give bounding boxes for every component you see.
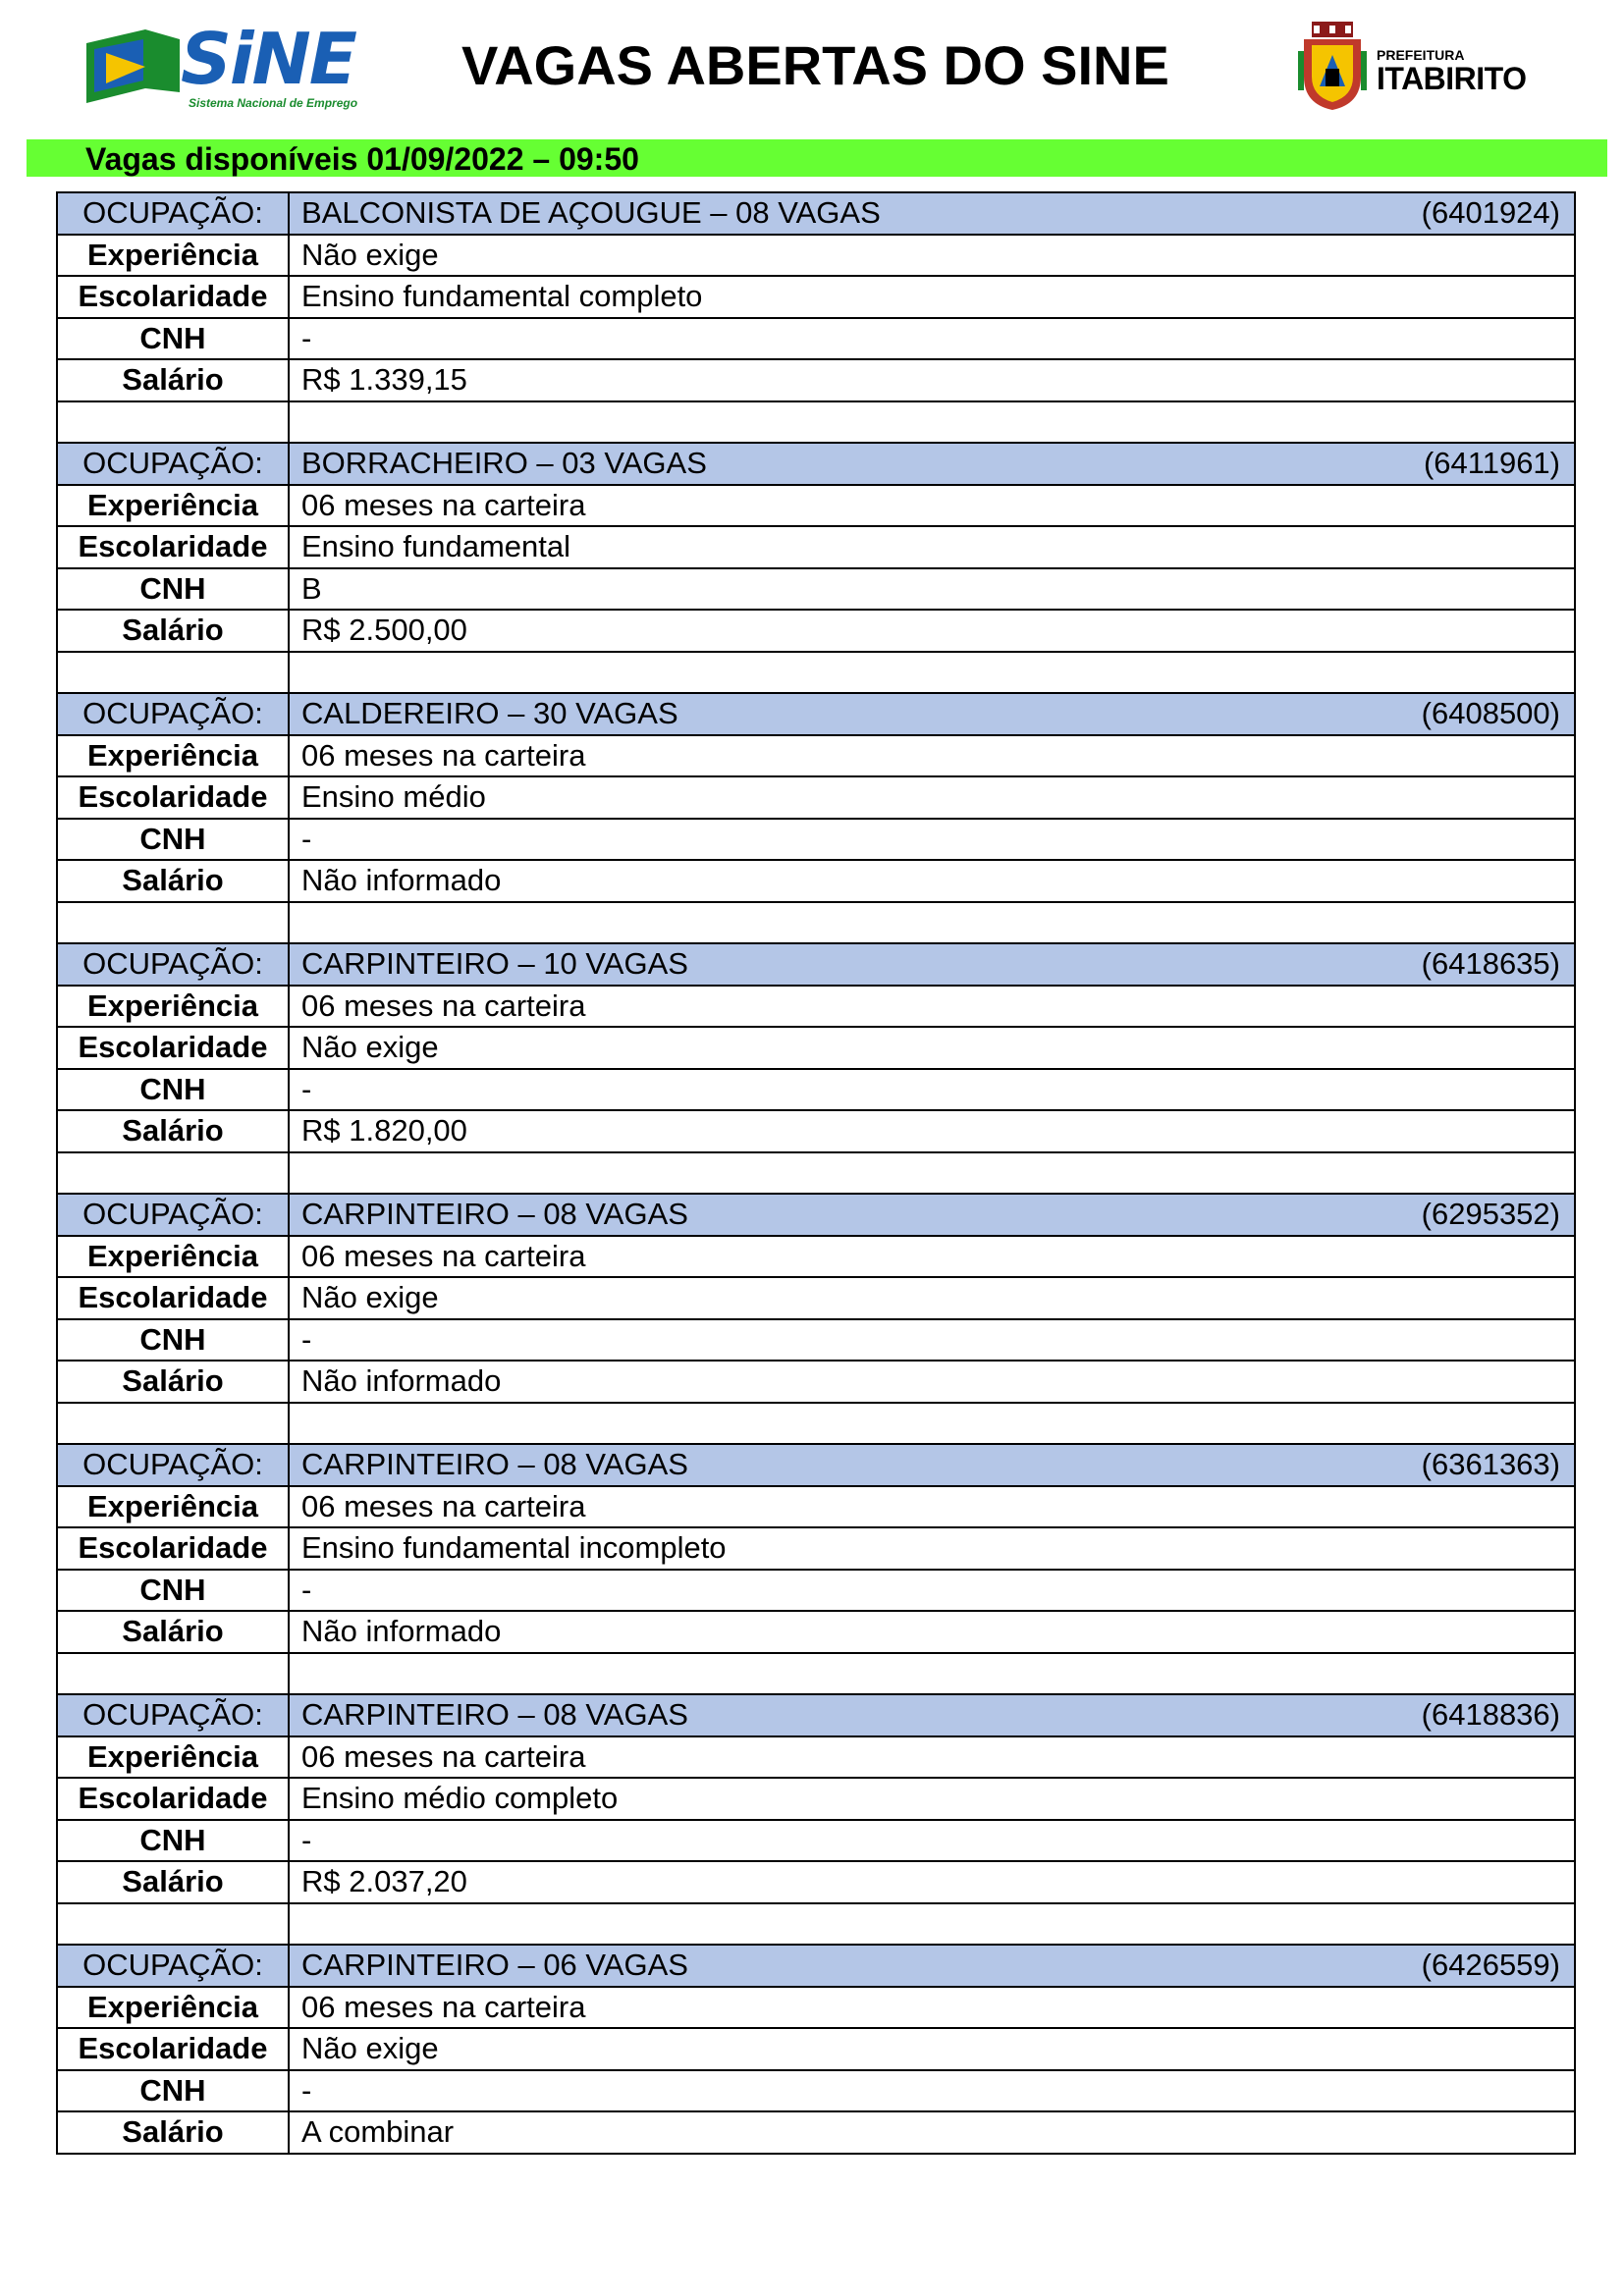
sine-flag-icon	[86, 29, 180, 103]
cnh-value: B	[289, 568, 1575, 611]
job-education-row	[57, 276, 1575, 318]
page-header	[0, 0, 1624, 137]
education-label: Escolaridade	[57, 776, 289, 819]
occupation-label: OCUPAÇÃO:	[57, 693, 289, 735]
education-value: Ensino fundamental incompleto	[289, 1527, 1575, 1570]
occupation-cell	[289, 443, 1575, 485]
occupation-title: BALCONISTA DE AÇOUGUE – 08 VAGAS	[301, 195, 881, 231]
experience-label: Experiência	[57, 986, 289, 1028]
cnh-value: -	[289, 1570, 1575, 1612]
prefeitura-city: ITABIRITO	[1377, 61, 1527, 96]
occupation-label: OCUPAÇÃO:	[57, 1694, 289, 1736]
cnh-value: -	[289, 1820, 1575, 1862]
experience-label: Experiência	[57, 485, 289, 527]
prefeitura-label: PREFEITURA	[1377, 47, 1465, 63]
education-value: Ensino médio completo	[289, 1778, 1575, 1820]
salary-label: Salário	[57, 1361, 289, 1403]
job-salary-row	[57, 610, 1575, 652]
sine-logo	[86, 18, 361, 115]
job-education-row	[57, 1277, 1575, 1319]
job-experience-row	[57, 735, 1575, 777]
cnh-label: CNH	[57, 2070, 289, 2112]
job-code: (6408500)	[1421, 696, 1560, 731]
experience-label: Experiência	[57, 1736, 289, 1779]
salary-label: Salário	[57, 359, 289, 401]
experience-value: 06 meses na carteira	[289, 1987, 1575, 2029]
job-experience-row	[57, 986, 1575, 1028]
job-cnh-row	[57, 1570, 1575, 1612]
spacer-cell	[289, 1403, 1575, 1445]
job-salary-row	[57, 1110, 1575, 1152]
job-experience-row	[57, 235, 1575, 277]
job-salary-row	[57, 1861, 1575, 1903]
occupation-title: CALDEREIRO – 30 VAGAS	[301, 696, 678, 731]
cnh-label: CNH	[57, 318, 289, 360]
salary-value: Não informado	[289, 860, 1575, 902]
spacer-cell	[57, 1653, 289, 1695]
education-label: Escolaridade	[57, 1778, 289, 1820]
job-salary-row	[57, 860, 1575, 902]
salary-label: Salário	[57, 2111, 289, 2154]
education-value: Ensino fundamental completo	[289, 276, 1575, 318]
experience-value: 06 meses na carteira	[289, 1736, 1575, 1779]
spacer-cell	[57, 401, 289, 444]
occupation-label: OCUPAÇÃO:	[57, 1945, 289, 1987]
job-education-row	[57, 1778, 1575, 1820]
spacer-cell	[57, 902, 289, 944]
cnh-value: -	[289, 1319, 1575, 1362]
job-experience-row	[57, 1736, 1575, 1779]
job-salary-row	[57, 1361, 1575, 1403]
spacer-cell	[289, 1152, 1575, 1195]
job-experience-row	[57, 485, 1575, 527]
job-experience-row	[57, 1236, 1575, 1278]
occupation-cell	[289, 1694, 1575, 1736]
salary-value: R$ 1.820,00	[289, 1110, 1575, 1152]
job-code: (6418635)	[1421, 946, 1560, 982]
job-spacer-row	[57, 401, 1575, 444]
job-code: (6418836)	[1421, 1697, 1560, 1733]
job-occupation-row	[57, 1694, 1575, 1736]
experience-value: 06 meses na carteira	[289, 735, 1575, 777]
job-code: (6411961)	[1423, 446, 1560, 481]
experience-label: Experiência	[57, 1486, 289, 1528]
occupation-label: OCUPAÇÃO:	[57, 1444, 289, 1486]
experience-label: Experiência	[57, 1987, 289, 2029]
spacer-cell	[289, 401, 1575, 444]
salary-label: Salário	[57, 1611, 289, 1653]
job-spacer-row	[57, 1152, 1575, 1195]
job-cnh-row	[57, 2070, 1575, 2112]
spacer-cell	[57, 1403, 289, 1445]
salary-value: R$ 2.037,20	[289, 1861, 1575, 1903]
education-value: Ensino médio	[289, 776, 1575, 819]
education-value: Não exige	[289, 2028, 1575, 2070]
cnh-label: CNH	[57, 819, 289, 861]
sine-logo-text: SiNE	[181, 18, 355, 100]
experience-label: Experiência	[57, 235, 289, 277]
occupation-cell	[289, 943, 1575, 986]
job-cnh-row	[57, 1319, 1575, 1362]
occupation-label: OCUPAÇÃO:	[57, 943, 289, 986]
spacer-cell	[57, 1152, 289, 1195]
cnh-label: CNH	[57, 568, 289, 611]
salary-label: Salário	[57, 610, 289, 652]
availability-banner	[27, 139, 1607, 177]
job-listings-table	[56, 191, 1576, 2155]
occupation-label: OCUPAÇÃO:	[57, 192, 289, 235]
education-value: Não exige	[289, 1027, 1575, 1069]
spacer-cell	[57, 1903, 289, 1946]
experience-label: Experiência	[57, 1236, 289, 1278]
job-occupation-row	[57, 192, 1575, 235]
job-education-row	[57, 526, 1575, 568]
job-spacer-row	[57, 1403, 1575, 1445]
occupation-cell	[289, 693, 1575, 735]
spacer-cell	[289, 1653, 1575, 1695]
job-occupation-row	[57, 943, 1575, 986]
job-cnh-row	[57, 819, 1575, 861]
experience-value: 06 meses na carteira	[289, 485, 1575, 527]
job-education-row	[57, 1527, 1575, 1570]
prefeitura-logo	[1298, 22, 1534, 120]
occupation-cell	[289, 1444, 1575, 1486]
spacer-cell	[289, 1903, 1575, 1946]
salary-value: R$ 1.339,15	[289, 359, 1575, 401]
availability-date: Vagas disponíveis 01/09/2022 – 09:50	[85, 141, 639, 177]
job-cnh-row	[57, 318, 1575, 360]
occupation-cell	[289, 1945, 1575, 1987]
cnh-label: CNH	[57, 1319, 289, 1362]
occupation-label: OCUPAÇÃO:	[57, 443, 289, 485]
cnh-label: CNH	[57, 1820, 289, 1862]
occupation-label: OCUPAÇÃO:	[57, 1194, 289, 1236]
education-value: Não exige	[289, 1277, 1575, 1319]
job-spacer-row	[57, 902, 1575, 944]
education-value: Ensino fundamental	[289, 526, 1575, 568]
spacer-cell	[289, 902, 1575, 944]
experience-value: 06 meses na carteira	[289, 986, 1575, 1028]
experience-value: 06 meses na carteira	[289, 1236, 1575, 1278]
sine-logo-subtitle: Sistema Nacional de Emprego	[189, 96, 358, 110]
education-label: Escolaridade	[57, 1277, 289, 1319]
job-listings-body	[57, 192, 1575, 2154]
salary-value: Não informado	[289, 1611, 1575, 1653]
occupation-title: CARPINTEIRO – 08 VAGAS	[301, 1697, 688, 1733]
job-spacer-row	[57, 1653, 1575, 1695]
page-title: VAGAS ABERTAS DO SINE	[461, 34, 1169, 96]
job-code: (6295352)	[1421, 1197, 1560, 1232]
job-occupation-row	[57, 1194, 1575, 1236]
occupation-title: CARPINTEIRO – 10 VAGAS	[301, 946, 688, 982]
salary-value: Não informado	[289, 1361, 1575, 1403]
job-salary-row	[57, 359, 1575, 401]
occupation-title: CARPINTEIRO – 06 VAGAS	[301, 1948, 688, 1983]
education-label: Escolaridade	[57, 526, 289, 568]
job-cnh-row	[57, 1820, 1575, 1862]
salary-label: Salário	[57, 1861, 289, 1903]
job-code: (6361363)	[1421, 1447, 1560, 1482]
job-spacer-row	[57, 1903, 1575, 1946]
experience-value: Não exige	[289, 235, 1575, 277]
salary-value: R$ 2.500,00	[289, 610, 1575, 652]
job-experience-row	[57, 1987, 1575, 2029]
salary-label: Salário	[57, 1110, 289, 1152]
salary-value: A combinar	[289, 2111, 1575, 2154]
job-salary-row	[57, 2111, 1575, 2154]
job-code: (6401924)	[1421, 195, 1560, 231]
cnh-value: -	[289, 2070, 1575, 2112]
salary-label: Salário	[57, 860, 289, 902]
job-code: (6426559)	[1421, 1948, 1560, 1983]
job-cnh-row	[57, 1069, 1575, 1111]
occupation-title: CARPINTEIRO – 08 VAGAS	[301, 1197, 688, 1232]
job-occupation-row	[57, 1945, 1575, 1987]
cnh-value: -	[289, 1069, 1575, 1111]
occupation-cell	[289, 1194, 1575, 1236]
job-occupation-row	[57, 693, 1575, 735]
spacer-cell	[289, 652, 1575, 694]
occupation-title: CARPINTEIRO – 08 VAGAS	[301, 1447, 688, 1482]
job-occupation-row	[57, 443, 1575, 485]
job-education-row	[57, 2028, 1575, 2070]
occupation-cell	[289, 192, 1575, 235]
cnh-value: -	[289, 819, 1575, 861]
job-education-row	[57, 1027, 1575, 1069]
education-label: Escolaridade	[57, 2028, 289, 2070]
cnh-label: CNH	[57, 1570, 289, 1612]
education-label: Escolaridade	[57, 1527, 289, 1570]
job-salary-row	[57, 1611, 1575, 1653]
cnh-label: CNH	[57, 1069, 289, 1111]
experience-value: 06 meses na carteira	[289, 1486, 1575, 1528]
job-education-row	[57, 776, 1575, 819]
experience-label: Experiência	[57, 735, 289, 777]
job-spacer-row	[57, 652, 1575, 694]
city-crest-icon	[1298, 22, 1367, 112]
job-cnh-row	[57, 568, 1575, 611]
cnh-value: -	[289, 318, 1575, 360]
spacer-cell	[57, 652, 289, 694]
job-experience-row	[57, 1486, 1575, 1528]
education-label: Escolaridade	[57, 276, 289, 318]
education-label: Escolaridade	[57, 1027, 289, 1069]
job-occupation-row	[57, 1444, 1575, 1486]
occupation-title: BORRACHEIRO – 03 VAGAS	[301, 446, 707, 481]
